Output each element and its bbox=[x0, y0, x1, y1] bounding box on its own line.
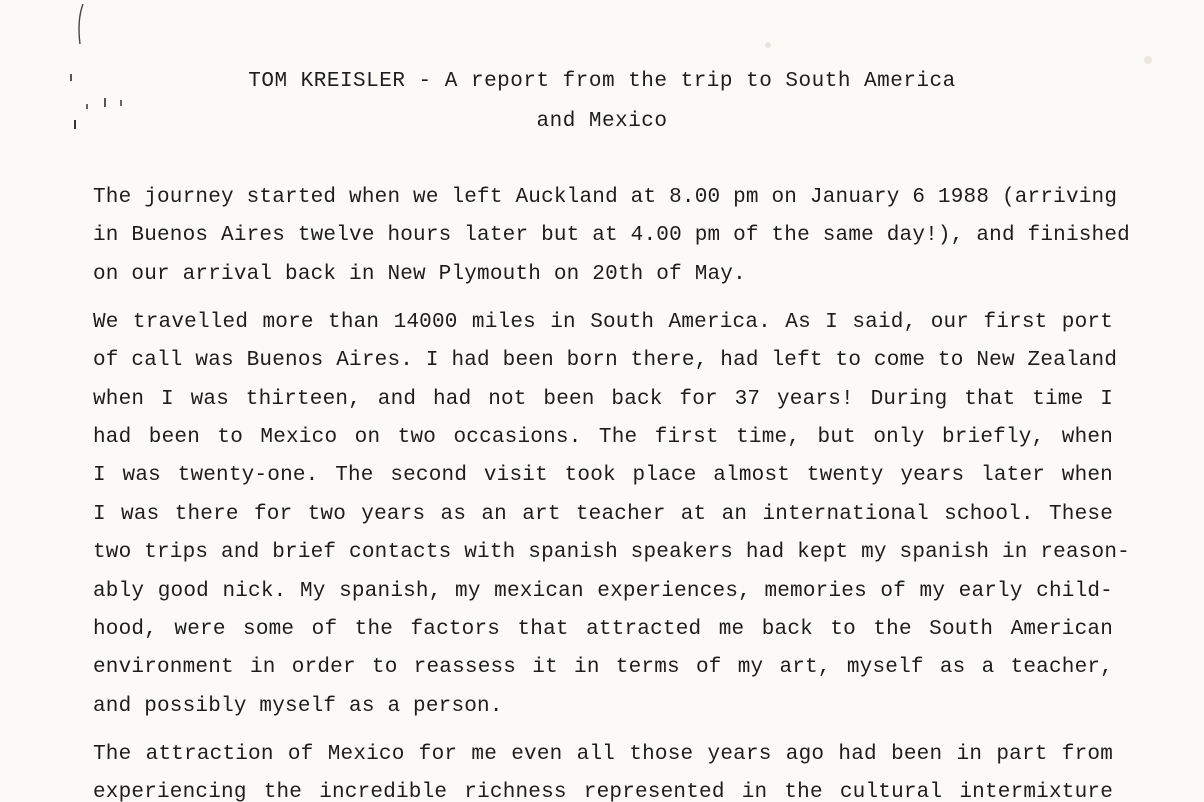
text-line: two trips and brief contacts with spanish speakers had kept my spanish in reason- bbox=[93, 541, 1130, 564]
text-line: The attraction of Mexico for me even all those years ago had been in part from bbox=[93, 743, 1113, 766]
report-title: TOM KREISLER - A report from the trip to South America bbox=[248, 70, 956, 93]
text-line: when I was thirteen, and had not been back for 37 years! During that time I bbox=[93, 388, 1113, 411]
text-line: of call was Buenos Aires. I had been born there, had left to come to New Zealand bbox=[93, 349, 1118, 372]
text-line: We travelled more than 14000 miles in South America. As I said, our first port bbox=[93, 311, 1113, 334]
text-line: hood, were some of the factors that attracted me back to the South American bbox=[93, 618, 1113, 641]
text-line: on our arrival back in New Plymouth on 20th of May. bbox=[93, 263, 746, 286]
text-line: in Buenos Aires twelve hours later but at 4.00 pm of the same day!), and finished bbox=[93, 224, 1130, 247]
margin-speck bbox=[104, 98, 106, 107]
text-line: The journey started when we left Auckland at 8.00 pm on January 6 1988 (arriving bbox=[93, 186, 1118, 209]
text-line: had been to Mexico on two occasions. The first time, but only briefly, when bbox=[93, 426, 1113, 449]
margin-speck bbox=[120, 100, 122, 106]
text-line: environment in order to reassess it in terms of my art, myself as a teacher, bbox=[93, 656, 1113, 679]
text-line: I was twenty-one. The second visit took place almost twenty years later when bbox=[93, 464, 1113, 487]
text-line: experiencing the incredible richness represented in the cultural intermixture bbox=[93, 781, 1113, 802]
margin-speck bbox=[86, 104, 88, 109]
text-line: ably good nick. My spanish, my mexican experiences, memories of my early child- bbox=[93, 580, 1113, 603]
margin-pencil-mark bbox=[79, 4, 83, 44]
report-title-continued: and Mexico bbox=[536, 110, 668, 133]
paper-speck bbox=[1144, 56, 1152, 64]
text-line: I was there for two years as an art teacher at an international school. These bbox=[93, 503, 1113, 526]
text-line: and possibly myself as a person. bbox=[93, 695, 503, 718]
paper-speck bbox=[765, 42, 771, 48]
